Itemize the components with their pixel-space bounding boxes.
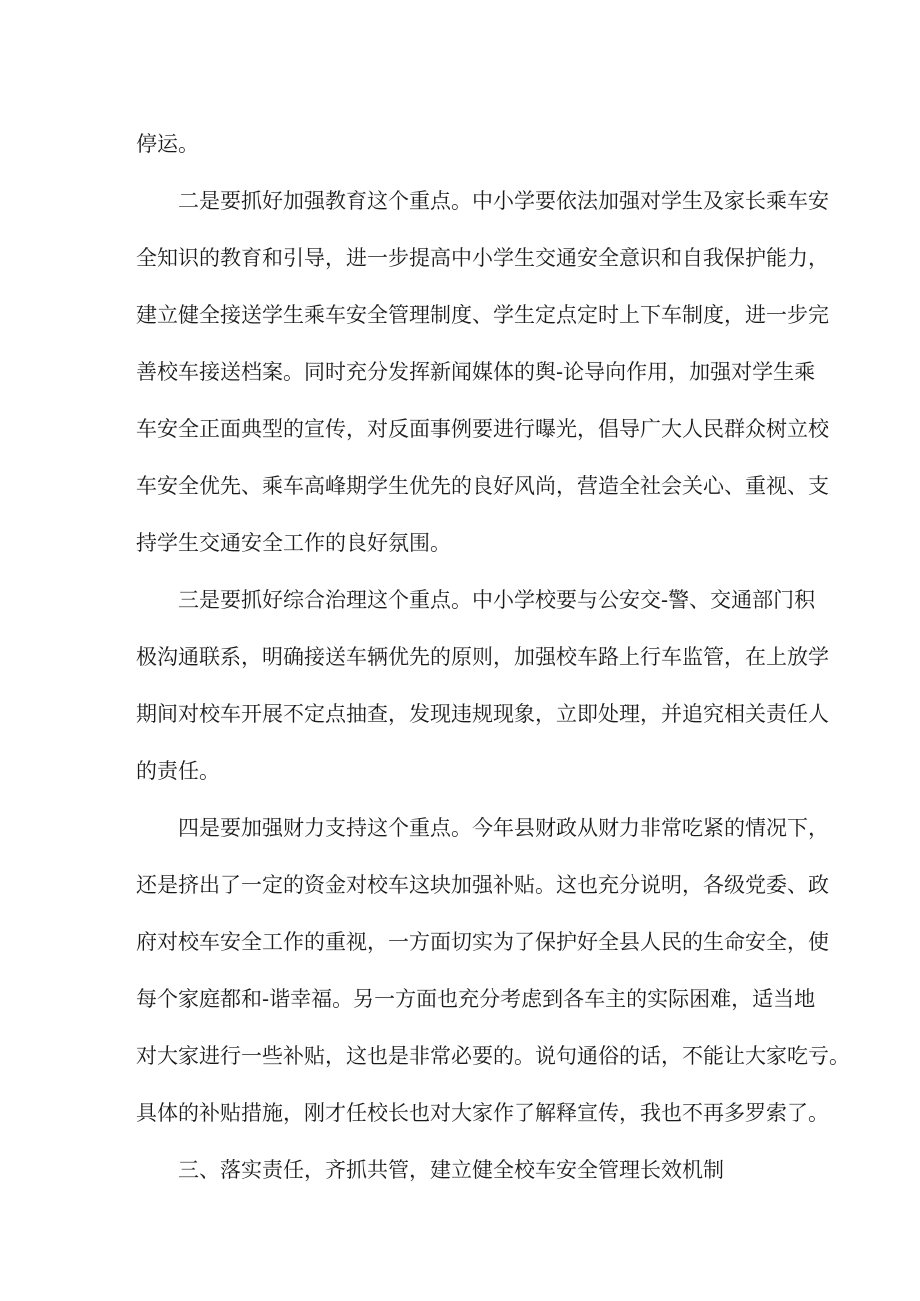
- text-line: 建立健全接送学生乘车安全管理制度、学生定点定时上下车制度，进一步完: [136, 303, 829, 327]
- text-line: 每个家庭都和-谐幸福。另一方面也充分考虑到各车主的实际困难，适当地: [136, 987, 816, 1011]
- text-line: 车安全优先、乘车高峰期学生优先的良好风尚，营造全社会关心、重视、支: [136, 474, 829, 498]
- text-line: 对大家进行一些补贴，这也是非常必要的。说句通俗的话，不能让大家吃亏。: [136, 1044, 850, 1068]
- text-line: 全知识的教育和引导，进一步提高中小学生交通安全意识和自我保护能力，: [136, 246, 829, 270]
- text-line: 善校车接送档案。同时充分发挥新闻媒体的舆-论导向作用，加强对学生乘: [136, 360, 816, 384]
- paragraph-first-line: 四是要加强财力支持这个重点。今年县财政从财力非常吃紧的情况下，: [178, 816, 829, 840]
- text-line: 持学生交通安全工作的良好氛围。: [136, 531, 451, 555]
- paragraph-first-line: 三是要抓好综合治理这个重点。中小学校要与公安交-警、交通部门积: [178, 588, 816, 612]
- text-line: 的责任。: [136, 759, 220, 783]
- text-line: 期间对校车开展不定点抽查，发现违规现象，立即处理，并追究相关责任人: [136, 702, 829, 726]
- paragraph-first-line: 二是要抓好加强教育这个重点。中小学要依法加强对学生及家长乘车安: [178, 189, 829, 213]
- text-line: 车安全正面典型的宣传，对反面事例要进行曝光，倡导广大人民群众树立校: [136, 417, 829, 441]
- text-line: 具体的补贴措施，刚才任校长也对大家作了解释宣传，我也不再多罗索了。: [136, 1101, 829, 1125]
- text-line: 府对校车安全工作的重视，一方面切实为了保护好全县人民的生命安全，使: [136, 930, 829, 954]
- text-line: 极沟通联系，明确接送车辆优先的原则，加强校车路上行车监管，在上放学: [136, 645, 829, 669]
- text-line: 停运。: [136, 132, 199, 156]
- section-heading: 三、落实责任，齐抓共管，建立健全校车安全管理长效机制: [178, 1158, 724, 1182]
- text-line: 还是挤出了一定的资金对校车这块加强补贴。这也充分说明，各级党委、政: [136, 873, 829, 897]
